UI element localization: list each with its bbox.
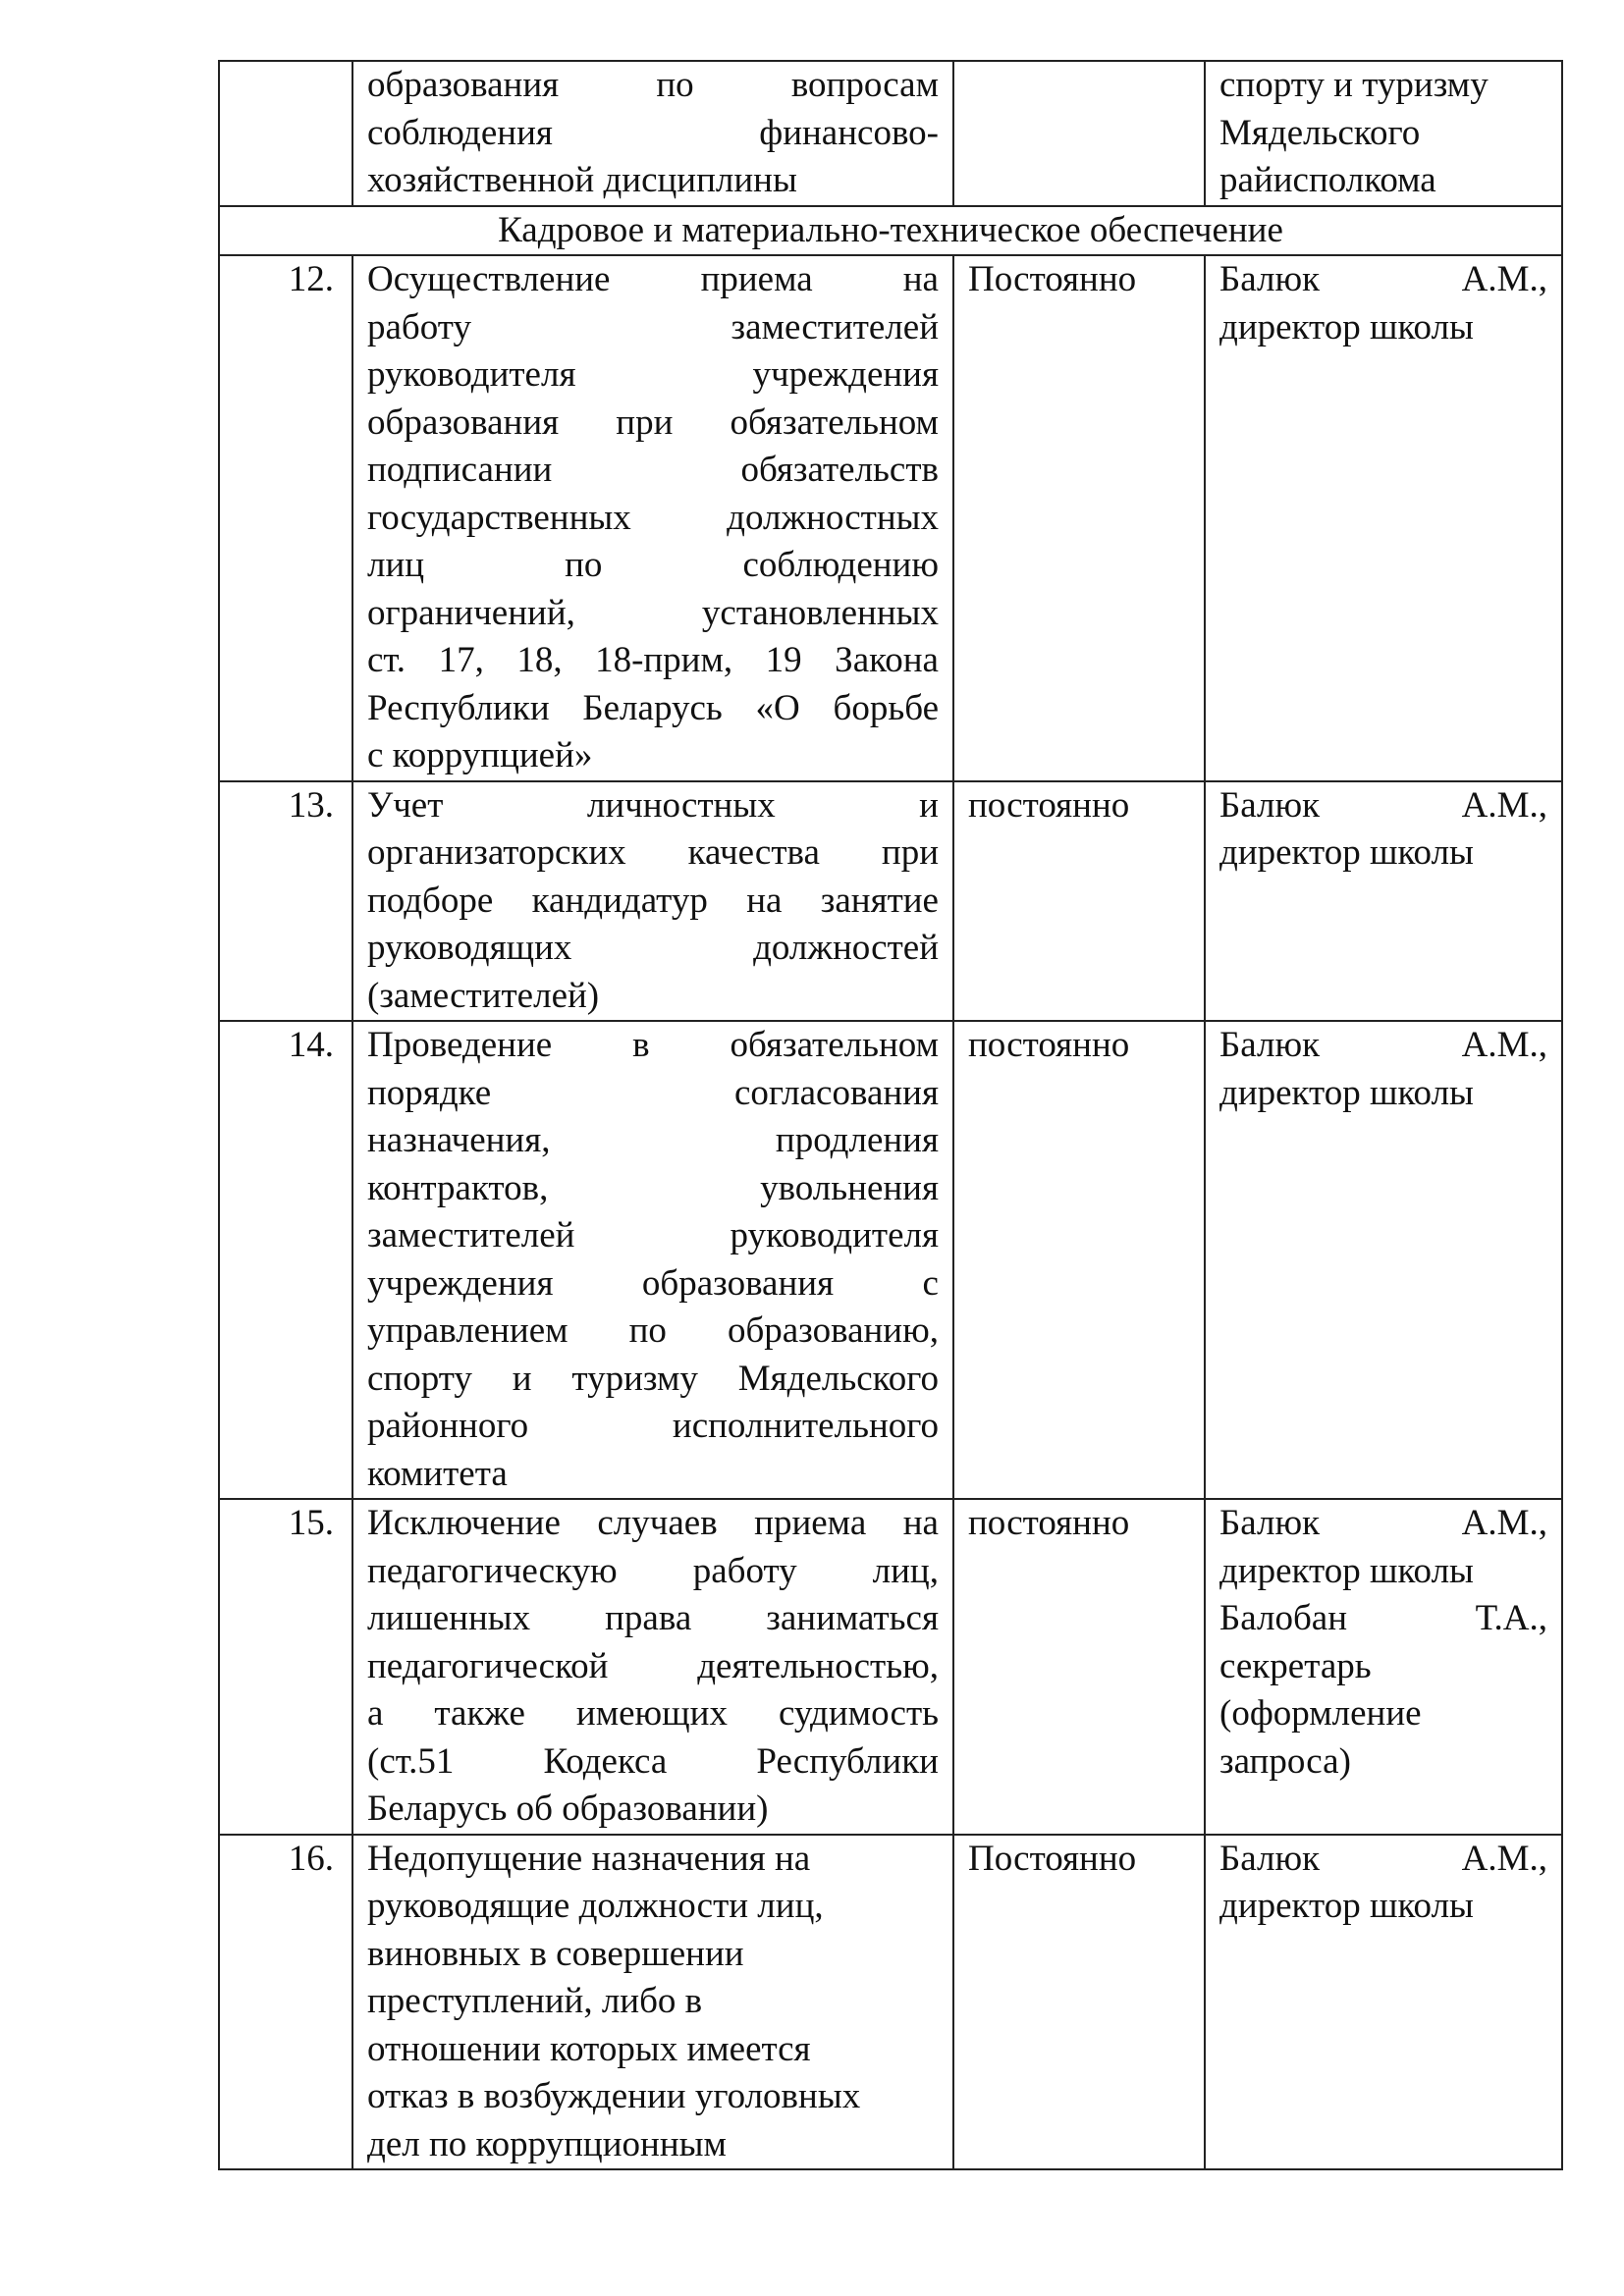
text-line [367,1356,939,1404]
word: лиц, [872,1550,939,1591]
word: Исключение [367,1503,561,1543]
word: судимость [778,1693,939,1734]
cell-term [953,61,1205,206]
text-line [367,1548,939,1596]
text-line [367,685,939,733]
word: лиц [367,545,425,585]
text-line [367,1595,939,1643]
cell-responsible [1205,255,1562,781]
text-line [1219,1595,1547,1643]
word: по [656,65,694,105]
word: лишенных [367,1598,531,1638]
text-line [367,829,939,878]
word: 17, [438,640,484,680]
word: А.М., [1461,259,1547,299]
cell-number: 16. [219,1835,352,2170]
text-line: (заместителей) [367,975,600,1016]
word: увольнения [760,1167,939,1208]
word: «О [755,687,800,728]
word: Балюк [1219,1503,1321,1543]
text-line: виновных в совершении [367,1933,744,1974]
text-line: директор школы [1219,1550,1474,1591]
word: учреждения [752,354,939,395]
text-line: отказ в возбуждении уголовных [367,2076,861,2116]
cell-responsible [1205,61,1562,206]
cell-activity [352,1835,953,2170]
word: А.М., [1461,784,1547,826]
table-row [219,1835,1562,2170]
word: случаев [597,1503,718,1543]
section-header-row [219,206,1562,256]
cell-responsible [1205,1021,1562,1499]
text-line [367,351,939,400]
word: ст. [367,640,406,680]
word: должностных [727,497,939,538]
word: руководителя [730,1215,939,1255]
cell-responsible [1205,781,1562,1022]
cell-term: постоянно [953,781,1205,1022]
table-row [219,255,1562,781]
text-line [367,1643,939,1691]
text-line [367,590,939,638]
text-line [367,110,939,158]
cell-number: 14. [219,1021,352,1499]
word: должностей [753,928,939,968]
word: подборе [367,880,494,921]
text-line [367,400,939,448]
word: Балюк [1219,1838,1321,1879]
text-line: (оформление [1219,1693,1422,1734]
word: руководителя [367,354,576,395]
text-line [367,542,939,590]
table-row [219,1499,1562,1835]
word: туризму [571,1358,698,1399]
text-line [367,1690,939,1738]
word: в [632,1025,650,1065]
word: приема [754,1503,867,1543]
cell-term: Постоянно [953,255,1205,781]
word: назначения, [367,1120,551,1160]
word: Балобан [1219,1598,1348,1638]
word: на [902,259,939,299]
word: обязательств [740,450,939,490]
word: соблюдения [367,112,553,153]
text-line [367,1738,939,1787]
word: по [565,545,603,585]
text-line [367,1308,939,1356]
text-line: отношении которых имеется [367,2028,811,2069]
word: качества [687,832,820,873]
text-line [367,878,939,926]
text-line: хозяйственной дисциплины [367,160,797,200]
word: спорту [367,1358,472,1399]
word: с [922,1262,939,1304]
word: также [434,1693,525,1734]
text-line [1219,1500,1547,1548]
word: государственных [367,497,631,538]
word: при [616,401,674,443]
text-line: спорту и туризму [1219,65,1489,105]
word: финансово- [759,112,939,153]
word: Т.А., [1475,1598,1547,1638]
word: заместителей [367,1215,575,1255]
text-line: райисполкома [1219,160,1436,200]
word: Балюк [1219,784,1321,826]
word: работу [367,306,471,347]
word: на [746,880,783,921]
word: образования [367,401,560,443]
word: контрактов, [367,1167,549,1208]
text-line [367,495,939,543]
word: имеющих [575,1693,728,1734]
text-line [367,304,939,352]
word: а [367,1693,384,1734]
cell-number [219,61,352,206]
cell-activity [352,61,953,206]
word: заместителей [731,306,939,347]
word: по [628,1310,667,1351]
text-line [367,1165,939,1213]
text-line: директор школы [1219,832,1474,873]
word: образованию, [727,1310,939,1351]
cell-number: 12. [219,255,352,781]
word: работу [692,1550,797,1591]
word: руководящих [367,928,572,968]
word: Мядельского [737,1358,939,1399]
word: Учет [367,784,444,826]
word: обязательном [730,401,939,443]
word: подписании [367,450,553,490]
word: на [902,1503,939,1543]
word: продления [775,1120,939,1160]
text-line [1219,1836,1547,1884]
table-body [219,61,1562,2169]
text-line: директор школы [1219,306,1474,347]
text-line [367,637,939,685]
word: Балюк [1219,259,1321,299]
word: управлением [367,1310,568,1351]
text-line [1219,1022,1547,1070]
text-line: комитета [367,1453,508,1494]
word: соблюдению [742,545,939,585]
table-row-continued [219,61,1562,206]
word: исполнительного [672,1406,939,1446]
word: деятельностью, [697,1645,939,1686]
word: кандидатур [531,880,708,921]
word: Республики [367,687,550,728]
word: районного [367,1406,529,1446]
text-line [1219,256,1547,304]
word: (ст.51 [367,1740,455,1782]
text-line: директор школы [1219,1886,1474,1926]
cell-responsible [1205,1835,1562,2170]
word: образования [641,1262,835,1304]
cell-term: Постоянно [953,1835,1205,2170]
cell-responsible [1205,1499,1562,1835]
word: при [881,832,939,873]
word: А.М., [1461,1838,1547,1879]
word: Кодекса [543,1740,668,1782]
word: вопросам [790,65,939,105]
word: установленных [701,592,939,633]
text-line [367,1403,939,1451]
cell-term: постоянно [953,1021,1205,1499]
word: 19 [765,640,802,680]
word: Проведение [367,1025,553,1065]
word: борьбе [833,687,939,728]
text-line: секретарь [1219,1645,1372,1686]
text-line [367,1212,939,1260]
word: организаторских [367,832,626,873]
word: занятие [820,880,939,921]
cell-activity [352,1021,953,1499]
word: А.М., [1461,1503,1547,1543]
table-row [219,781,1562,1022]
word: Республики [756,1740,939,1782]
text-line [367,925,939,973]
text-line: Беларусь об образовании) [367,1789,769,1829]
word: ограничений, [367,592,575,633]
word: заниматься [766,1598,939,1638]
word: и [919,784,939,826]
word: Осуществление [367,259,611,299]
cell-number: 15. [219,1499,352,1835]
anti-corruption-plan-table [218,60,1563,2170]
word: обязательном [730,1025,939,1065]
word: согласования [733,1072,939,1113]
text-line [367,1500,939,1548]
text-line: директор школы [1219,1072,1474,1113]
text-line: Недопущение назначения на [367,1838,811,1879]
cell-activity [352,255,953,781]
word: права [605,1598,692,1638]
text-line [1219,782,1547,830]
text-line [367,62,939,110]
word: педагогическую [367,1550,618,1591]
word: личностных [586,784,776,826]
section-title: Кадровое и материально-техническое обеспечение [219,206,1562,256]
text-line [367,782,939,830]
word: и [512,1358,532,1399]
text-line [367,1022,939,1070]
word: приема [700,259,813,299]
text-line: Мядельского [1219,112,1421,153]
word: Беларусь [582,687,723,728]
text-line [367,1070,939,1118]
cell-term: постоянно [953,1499,1205,1835]
word: педагогической [367,1645,609,1686]
text-line [367,447,939,495]
text-line [367,1117,939,1165]
word: Закона [835,640,939,680]
word: Балюк [1219,1025,1321,1065]
cell-activity [352,781,953,1022]
text-line: преступлений, либо в [367,1981,703,2021]
word: 18, [516,640,563,680]
word: образования [367,65,560,105]
text-line [367,256,939,304]
text-line: дел по коррупционным [367,2123,727,2164]
word: учреждения [367,1262,554,1304]
word: А.М., [1461,1025,1547,1065]
word: порядке [367,1072,492,1113]
text-line: запроса) [1219,1740,1351,1782]
text-line [367,1260,939,1308]
cell-number: 13. [219,781,352,1022]
text-line: руководящие должности лиц, [367,1886,824,1926]
table-row [219,1021,1562,1499]
word: 18-прим, [595,640,733,680]
text-line: с коррупцией» [367,735,593,775]
cell-activity [352,1499,953,1835]
